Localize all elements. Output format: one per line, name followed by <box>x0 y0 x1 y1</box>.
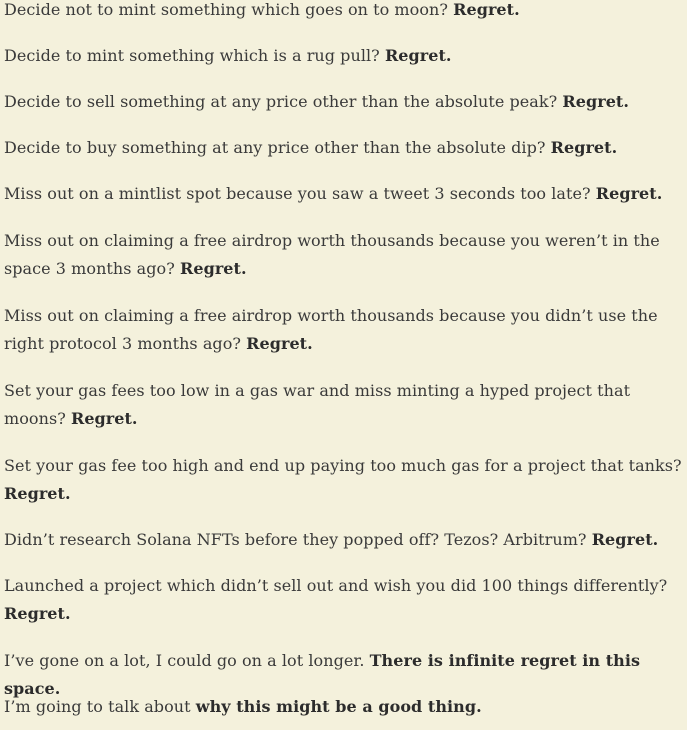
paragraph-emphasis: Regret. <box>180 259 247 278</box>
paragraph <box>4 88 629 116</box>
paragraph <box>4 134 617 162</box>
paragraph-text: Launched a project which didn’t sell out and wish you did 100 things differently? <box>4 576 668 595</box>
paragraph <box>4 302 684 358</box>
paragraph-emphasis: Regret. <box>595 184 663 203</box>
paragraph <box>4 377 684 433</box>
paragraph <box>4 452 684 508</box>
paragraph <box>4 693 482 721</box>
paragraph-emphasis: Regret. <box>4 604 71 623</box>
paragraph-emphasis: Regret. <box>562 92 629 111</box>
paragraph-text: Decide to mint something which is a rug pull? <box>4 46 385 65</box>
paragraph-emphasis: Regret. <box>70 409 138 428</box>
paragraph-emphasis: Regret. <box>384 46 452 65</box>
paragraph <box>4 180 662 208</box>
paragraph-text: Miss out on a mintlist spot because you saw a tweet 3 seconds too late? <box>4 184 596 203</box>
paragraph-emphasis: why this might be a good thing. <box>195 697 482 716</box>
paragraph-text: Didn’t research Solana NFTs before they popped off? Tezos? Arbitrum? <box>4 530 592 549</box>
paragraph-text: Miss out on claiming a free airdrop worth thousands because you didn’t use the right protocol 3 months ago? <box>4 306 658 353</box>
paragraph-emphasis: Regret. <box>591 530 659 549</box>
paragraph-text: Miss out on claiming a free airdrop worth thousands because you weren’t in the space 3 months ago? <box>4 231 660 278</box>
paragraph <box>4 227 684 283</box>
paragraph-text: Decide not to mint something which goes on to moon? <box>4 0 454 19</box>
paragraph-emphasis: Regret. <box>550 138 618 157</box>
paragraph <box>4 0 520 24</box>
paragraph-text: Set your gas fee too high and end up paying too much gas for a project that tanks? <box>4 456 682 475</box>
paragraph-text: Set your gas fees too low in a gas war and miss minting a hyped project that moons? <box>4 381 631 428</box>
paragraph <box>4 526 658 554</box>
paragraph-text: Decide to buy something at any price other than the absolute dip? <box>4 138 551 157</box>
paragraph-emphasis: Regret. <box>453 0 520 19</box>
paragraph-emphasis: There is infinite regret in this space. <box>4 651 641 698</box>
paragraph-text: I’ve gone on a lot, I could go on a lot longer. <box>4 651 370 670</box>
paragraph-emphasis: Regret. <box>4 484 71 503</box>
paragraph-emphasis: Regret. <box>246 334 313 353</box>
paragraph <box>4 572 684 628</box>
paragraph-text: I’m going to talk about <box>4 697 196 716</box>
paragraph-text: Decide to sell something at any price other than the absolute peak? <box>4 92 563 111</box>
paragraph <box>4 42 452 70</box>
